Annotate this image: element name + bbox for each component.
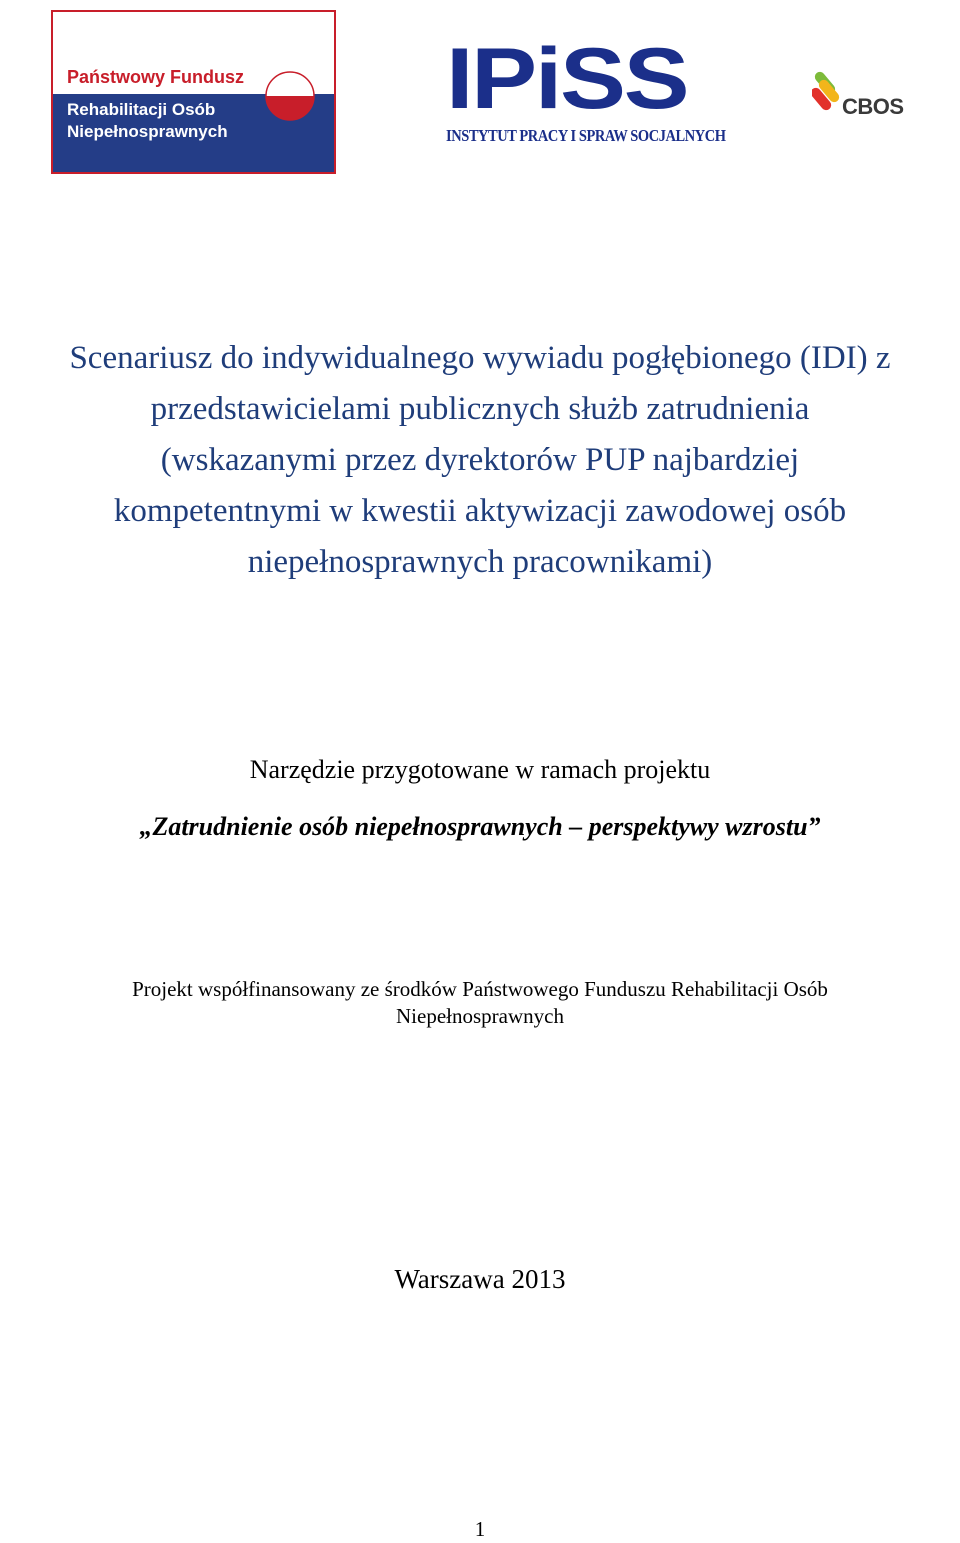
pfron-logo-line2: Rehabilitacji Osób	[67, 100, 216, 119]
document-title	[0, 333, 960, 588]
pfron-logo-line3: Niepełnosprawnych	[67, 122, 228, 141]
funding-line: Projekt współfinansowany ze środków Państwowego Funduszu Rehabilitacji Osób	[132, 977, 828, 1001]
cbos-logo-word: CBOS	[842, 94, 904, 119]
title-line: przedstawicielami publicznych służb zatrudnienia	[150, 391, 810, 427]
cbos-stripes-icon	[812, 68, 846, 120]
title-line: Scenariusz do indywidualnego wywiadu pogłębionego (IDI) z	[69, 340, 891, 376]
project-name: „Zatrudnienie osób niepełnosprawnych – perspektywy wzrostu”	[139, 812, 821, 841]
tool-description: Narzędzie przygotowane w ramach projektu	[249, 755, 711, 784]
title-line: (wskazanymi przez dyrektorów PUP najbardziej	[160, 442, 800, 478]
funding-line: Niepełnosprawnych	[396, 1004, 564, 1028]
title-line: niepełnosprawnych pracownikami)	[247, 544, 713, 580]
funding-note	[0, 976, 960, 1030]
ipiss-logo	[446, 31, 726, 152]
ipiss-logo-mark: IPiSS	[446, 31, 688, 127]
place-and-year: Warszawa 2013	[394, 1264, 566, 1294]
pfron-logo	[51, 10, 336, 174]
title-line: kompetentnymi w kwestii aktywizacji zawodowej osób	[113, 493, 847, 529]
ipiss-logo-subtitle: INSTYTUT PRACY I SPRAW SOCJALNYCH	[446, 126, 726, 145]
pfron-logo-line1: Państwowy Fundusz	[67, 67, 245, 87]
page-number: 1	[474, 1517, 486, 1541]
cbos-logo	[812, 68, 912, 122]
pfron-disc-icon	[264, 70, 316, 122]
